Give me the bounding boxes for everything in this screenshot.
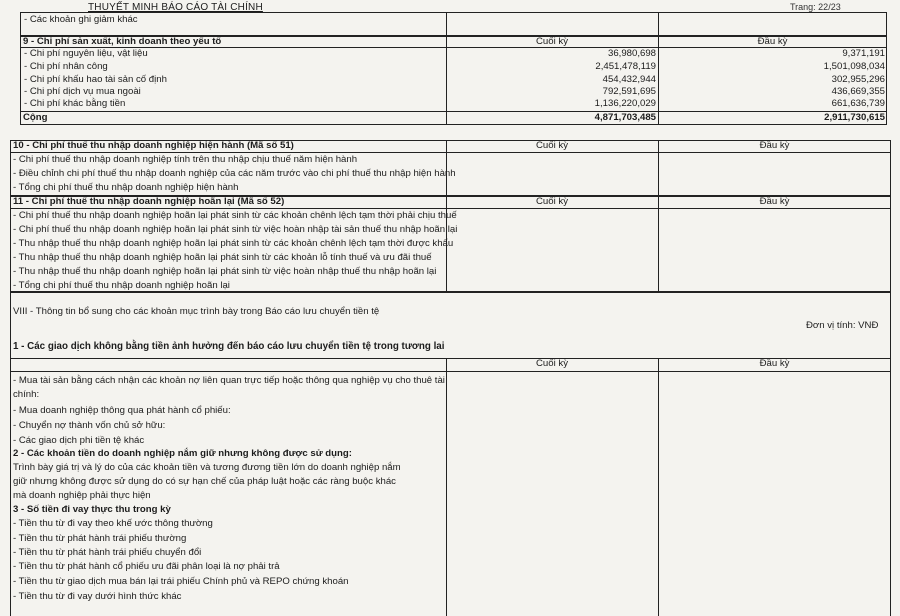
section9-col-prior: Đầu kỳ (757, 36, 788, 47)
section9-total-label: Cộng (23, 112, 48, 123)
section8-title: VIII - Thông tin bổ sung cho các khoản mục trình bày trong Báo cáo lưu chuyển tiền tệ (13, 306, 380, 317)
section8-line: - Tiền thu từ phát hành trái phiếu chuyển đổi (13, 547, 202, 558)
section9-row-current: 36,980,698 (607, 48, 656, 59)
section8-line: - Tiền thu từ phát hành cổ phiếu ưu đãi phân loại là nợ phải trả (13, 561, 280, 572)
section9-row-prior: 1,501,098,034 (823, 61, 885, 72)
section9-col-current: Cuối kỳ (536, 36, 568, 47)
section8-line: Trình bày giá trị và lý do của các khoản tiền và tương đương tiền lớn do doanh nghiệp nắm (13, 462, 401, 473)
section10-row: - Chi phí thuế thu nhập doanh nghiệp tính trên thu nhập chịu thuế năm hiện hành (13, 154, 358, 165)
section11-row: - Chi phí thuế thu nhập doanh nghiệp hoãn lại phát sinh từ việc hoàn nhập tài sản thuế thu nhập hoãn lại (13, 224, 458, 235)
section8-heading-3: 3 - Số tiền đi vay thực thu trong kỳ (13, 504, 171, 515)
top-table (20, 12, 887, 36)
section8-heading-2: 2 - Các khoản tiền do doanh nghiệp nắm giữ nhưng không được sử dụng: (13, 448, 352, 459)
section8-line: giữ nhưng không được sử dụng do có sự hạn chế của pháp luật hoặc các ràng buộc khác (13, 476, 396, 487)
section9-row-label: - Chi phí nguyên liệu, vật liệu (24, 48, 148, 59)
section8-line: mà doanh nghiệp phải thực hiện (13, 490, 151, 501)
section8-col-current: Cuối kỳ (536, 358, 568, 369)
section11-col-prior: Đầu kỳ (759, 196, 790, 207)
section10-row: - Điều chỉnh chi phí thuế thu nhập doanh nghiệp của các năm trước vào chi phí thuế thu nhập hiện hành (13, 168, 456, 179)
section10-row: - Tổng chi phí thuế thu nhập doanh nghiệp hiện hành (13, 182, 239, 193)
section9-row-label: - Chi phí khấu hao tài sản cố định (24, 74, 167, 85)
section9-total-current: 4,871,703,485 (594, 112, 656, 123)
section9-row-prior: 661,636,739 (831, 98, 885, 109)
section9-row-current: 1,136,220,029 (594, 98, 656, 109)
section9-row-prior: 436,669,355 (831, 86, 885, 97)
section8-sub1: 1 - Các giao dịch không bằng tiền ảnh hưởng đến báo cáo lưu chuyển tiền tệ trong tương lai (13, 341, 445, 352)
top-row-label: - Các khoản ghi giảm khác (24, 14, 138, 25)
section9-row-label: - Chi phí khác bằng tiền (24, 98, 126, 109)
section8-col-prior: Đầu kỳ (759, 358, 790, 369)
section11-row: - Chi phí thuế thu nhập doanh nghiệp hoãn lại phát sinh từ các khoản chênh lệch tạm thời phải chịu thuế (13, 210, 457, 221)
section8-line: - Tiền thu từ phát hành trái phiếu thường (13, 533, 187, 544)
section9-title: 9 - Chi phí sản xuất, kinh doanh theo yếu tố (23, 36, 222, 47)
unit-label: Đơn vị tính: VNĐ (806, 320, 879, 331)
section11-row: - Thu nhập thuế thu nhập doanh nghiệp hoãn lại phát sinh từ việc hoàn nhập thuế thu nhập hoãn lại (13, 266, 437, 277)
section8-line: - Chuyển nợ thành vốn chủ sở hữu: (13, 420, 166, 431)
section10-col-current: Cuối kỳ (536, 140, 568, 151)
section11-row: - Thu nhập thuế thu nhập doanh nghiệp hoãn lại phát sinh từ các khoản chênh lệch tạm thời được khấu (13, 238, 454, 249)
section8-line: chính: (13, 389, 40, 400)
section8-line: - Mua tài sản bằng cách nhận các khoản nợ liên quan trực tiếp hoặc thông qua nghiệp vụ cho thuê tài (13, 375, 445, 386)
section9-row-label: - Chi phí dịch vụ mua ngoài (24, 86, 141, 97)
section8-line: - Mua doanh nghiệp thông qua phát hành cổ phiếu: (13, 405, 231, 416)
section11-row: - Tổng chi phí thuế thu nhập doanh nghiệp hoãn lại (13, 280, 230, 291)
section9-row-current: 2,451,478,119 (595, 61, 656, 72)
section10-title: 10 - Chi phí thuế thu nhập doanh nghiệp hiện hành (Mã số 51) (13, 140, 294, 151)
section9-total-prior: 2,911,730,615 (824, 112, 885, 123)
section9-row-current: 792,591,695 (602, 86, 656, 97)
section8-line: - Tiền thu từ giao dịch mua bán lại trái phiếu Chính phủ và REPO chứng khoán (13, 576, 349, 587)
section10-col-prior: Đầu kỳ (759, 140, 790, 151)
section9-row-prior: 9,371,191 (842, 48, 885, 59)
section11-row: - Thu nhập thuế thu nhập doanh nghiệp hoãn lại phát sinh từ các khoản lỗ tính thuế và ưu đãi thuế (13, 252, 432, 263)
section8-line: - Tiền thu từ đi vay theo khế ước thông thường (13, 518, 213, 529)
report-title: THUYẾT MINH BÁO CÁO TÀI CHÍNH (88, 2, 263, 13)
section11-title: 11 - Chi phí thuế thu nhập doanh nghiệp hoãn lại (Mã số 52) (13, 196, 285, 207)
section9-row-prior: 302,955,296 (831, 74, 885, 85)
section9-row-current: 454,432,944 (602, 74, 656, 85)
section8-line: - Tiền thu từ đi vay dưới hình thức khác (13, 591, 182, 602)
section9-row-label: - Chi phí nhân công (24, 61, 108, 72)
section11-col-current: Cuối kỳ (536, 196, 568, 207)
page-number: Trang: 22/23 (790, 2, 841, 12)
section8-line: - Các giao dịch phi tiền tệ khác (13, 435, 145, 446)
